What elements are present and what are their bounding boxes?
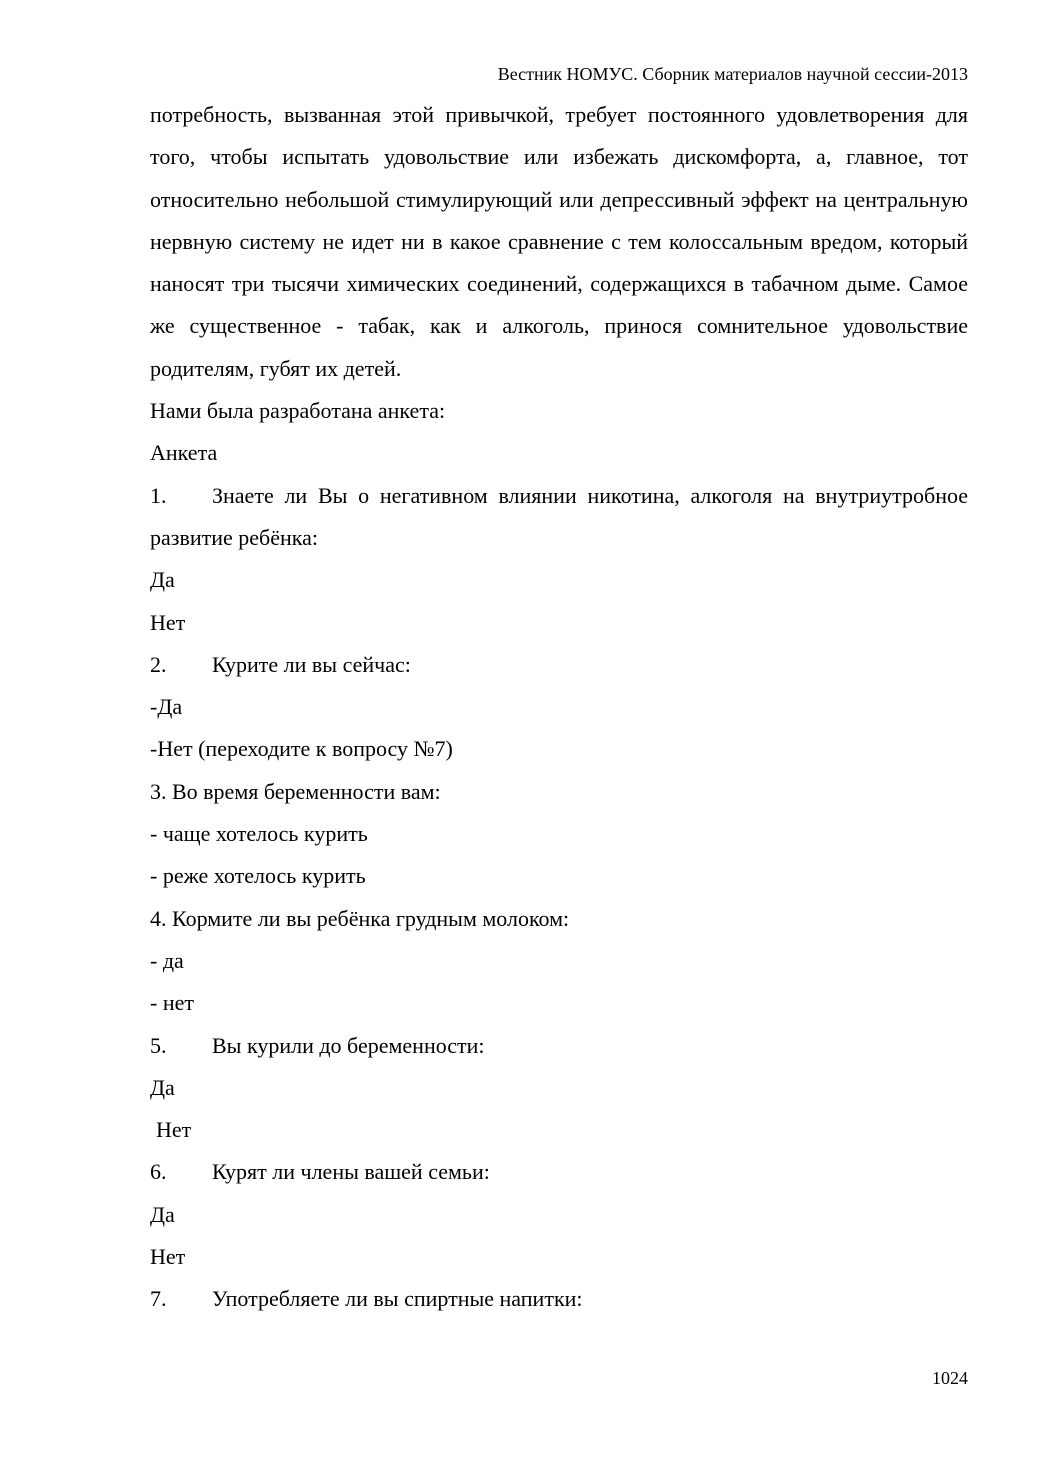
question-1-option-no: Нет (150, 609, 186, 635)
question-6-text: Курят ли члены вашей семьи: (212, 1159, 490, 1185)
question-2-number: 2. (150, 651, 167, 677)
intro-paragraph: потребность, вызванная этой привычкой, требует постоянного удовлетворения для того, чтобы испытать удовольствие или избежать дискомфорта, а, главное, тот относительно небольшой стимулирующий или депрессивный эффект на центральную нервную систему не идет ни в какое сравнение с тем колоссальным вредом, который наносят три тысячи химических соединений, содержащихся в табачном дыме. Самое же существенное - табак, как и алкоголь, принося сомнительное удовольствие родителям, губят их детей. (150, 102, 968, 381)
question-4: 4. Кормите ли вы ребёнка грудным молоком: (150, 905, 570, 931)
question-1-text: Знаете ли Вы о негативном влиянии никотина, алкоголя на внутриутробное развитие ребёнка: (150, 482, 968, 550)
survey-lead: Нами была разработана анкета: (150, 398, 446, 424)
question-1-number: 1. (150, 482, 167, 508)
question-6 (150, 1151, 968, 1193)
question-5-option-yes: Да (150, 1074, 175, 1100)
question-7 (150, 1278, 968, 1320)
question-6-option-yes: Да (150, 1201, 175, 1227)
question-3-option-more: - чаще хотелось курить (150, 821, 368, 847)
question-5-text: Вы курили до беременности: (212, 1032, 485, 1058)
question-5-option-no: Нет (156, 1117, 192, 1143)
question-2-option-no: -Нет (переходите к вопросу №7) (150, 736, 453, 762)
question-6-number: 6. (150, 1159, 167, 1185)
question-2-option-yes: -Да (150, 694, 183, 720)
question-7-number: 7. (150, 1286, 167, 1312)
question-6-option-no: Нет (150, 1244, 186, 1270)
question-4-option-no: - нет (150, 990, 194, 1016)
question-1 (150, 475, 968, 560)
survey-title: Анкета (150, 440, 218, 466)
question-2-text: Курите ли вы сейчас: (212, 651, 411, 677)
question-3-option-less: - реже хотелось курить (150, 863, 366, 889)
running-header: Вестник НОМУС. Сборник материалов научной сессии-2013 (497, 64, 968, 84)
question-5 (150, 1025, 968, 1067)
question-7-text: Употребляете ли вы спиртные напитки: (212, 1286, 583, 1312)
page-number: 1024 (932, 1368, 968, 1388)
question-1-option-yes: Да (150, 567, 175, 593)
question-2 (150, 644, 968, 686)
question-5-number: 5. (150, 1032, 167, 1058)
question-3: 3. Во время беременности вам: (150, 778, 441, 804)
question-4-option-yes: - да (150, 947, 184, 973)
body-text (150, 94, 968, 1321)
